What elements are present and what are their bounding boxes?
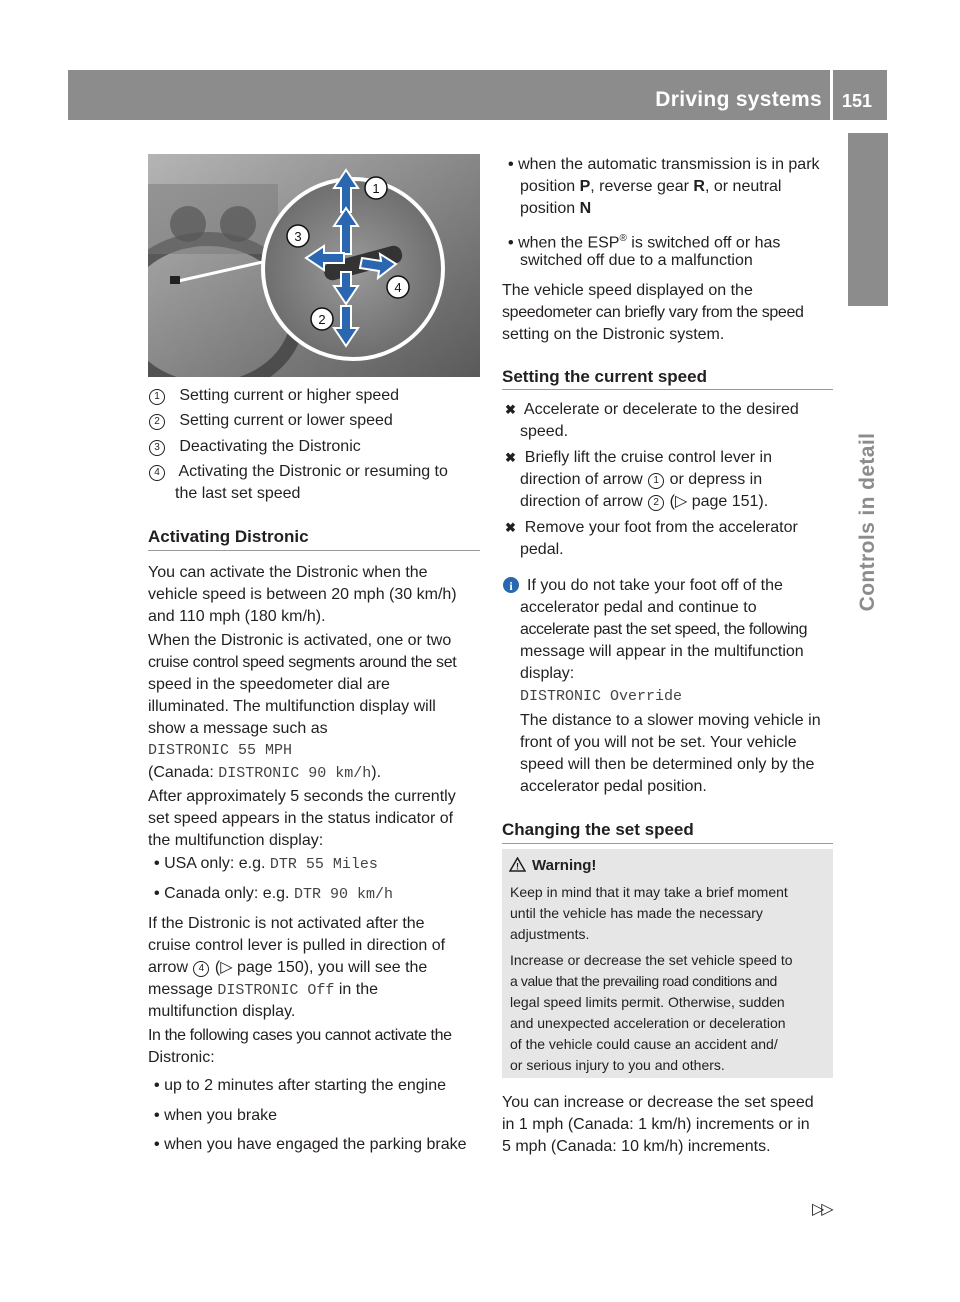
heading-rule [502, 389, 833, 390]
heading-rule [502, 843, 833, 844]
paragraph-line: You can increase or decrease the set speed [502, 1094, 814, 1111]
paragraph-line: In the following cases you cannot activate the [148, 1027, 452, 1044]
warning-line: of the vehicle could cause an accident and/ [510, 1036, 778, 1052]
info-line: accelerator pedal position. [520, 778, 707, 795]
bullet-item-cont: switched off due to a malfunction [520, 252, 753, 269]
heading-setting-current-speed: Setting the current speed [502, 367, 707, 386]
legend-item-1: 1 Setting current or higher speed [148, 385, 399, 406]
info-line: The distance to a slower moving vehicle in [520, 712, 821, 729]
step-item: ✖ Accelerate or decelerate to the desired [505, 401, 799, 418]
paragraph-line: The vehicle speed displayed on the [502, 282, 753, 299]
side-tab-label: Controls in detail [856, 432, 879, 612]
bullet-item: • when you have engaged the parking brake [154, 1136, 467, 1153]
info-line: accelerate past the set speed, the following [520, 621, 808, 638]
svg-text:i: i [509, 579, 513, 593]
info-line: speed will then be determined only by the [520, 756, 815, 773]
bullet-item: • when you brake [154, 1107, 278, 1124]
info-icon [503, 577, 519, 593]
section-title: Driving systems [655, 88, 822, 111]
paragraph-line: cruise control lever is pulled in direction of [148, 937, 446, 954]
warning-line: adjustments. [510, 926, 590, 942]
paragraph-line: 5 mph (Canada: 10 km/h) increments. [502, 1138, 771, 1155]
paragraph-line: speedometer can briefly vary from the speed [502, 304, 804, 321]
paragraph-line: multifunction display. [148, 1003, 296, 1020]
step-item: ✖ Remove your foot from the accelerator [505, 519, 798, 536]
paragraph-line: speed in the speedometer dial are [148, 676, 390, 693]
info-line: message will appear in the multifunction [520, 643, 804, 660]
step-item-cont: pedal. [520, 541, 564, 558]
warning-title: Warning! [532, 857, 597, 874]
svg-text:2: 2 [318, 312, 326, 327]
svg-text:3: 3 [294, 229, 302, 244]
heading-rule [148, 550, 480, 551]
legend-item-4-cont: the last set speed [175, 485, 301, 502]
heading-activating-distronic: Activating Distronic [148, 527, 309, 546]
display-message: DISTRONIC Override [520, 688, 683, 705]
paragraph-line: show a message such as [148, 720, 328, 737]
legend-item-3: 3 Deactivating the Distronic [148, 436, 361, 457]
paragraph-line: Distronic: [148, 1049, 215, 1066]
paragraph-line: and 110 mph (180 km/h). [148, 608, 326, 625]
svg-text:1: 1 [372, 181, 380, 196]
paragraph-line: If the Distronic is not activated after the [148, 915, 425, 932]
bullet-item: • up to 2 minutes after starting the engine [154, 1077, 447, 1094]
warning-line: and unexpected acceleration or deceleration [510, 1015, 786, 1031]
paragraph-line: cruise control speed segments around the set [148, 654, 457, 671]
continued-arrows-icon: ▷▷ [812, 1201, 831, 1218]
paragraph-line: arrow 4 (▷ page 150), you will see the [148, 959, 428, 976]
warning-line: a value that the prevailing road conditions and [510, 973, 777, 989]
paragraph-line: illuminated. The multifunction display will [148, 698, 436, 715]
info-line: If you do not take your foot off of the [527, 577, 783, 594]
step-item-cont: direction of arrow 2 (▷ page 151). [520, 493, 769, 510]
header-separator [830, 70, 833, 120]
svg-text:!: ! [516, 861, 519, 872]
bullet-item: • Canada only: e.g. DTR 90 km/h [154, 885, 393, 903]
paragraph-line: message DISTRONIC Off in the [148, 981, 378, 999]
warning-line: Increase or decrease the set vehicle speed to [510, 952, 793, 968]
paragraph-line: set speed appears in the status indicator of [148, 810, 454, 827]
step-item: ✖ Briefly lift the cruise control lever in [505, 449, 772, 466]
step-item-cont: speed. [520, 423, 569, 440]
legend-item-2: 2 Setting current or lower speed [148, 410, 393, 431]
info-line: display: [520, 665, 575, 682]
legend-item-4: 4 Activating the Distronic or resuming to [148, 461, 448, 482]
bullet-item-cont: position P, reverse gear R, or neutral [520, 178, 782, 195]
warning-line: or serious injury to you and others. [510, 1057, 725, 1073]
svg-text:4: 4 [394, 280, 402, 295]
info-line: front of you will not be set. Your vehicle [520, 734, 797, 751]
paragraph-line: the multifunction display: [148, 832, 324, 849]
warning-triangle-icon [509, 857, 526, 872]
side-tab-marker [848, 133, 888, 306]
cruise-control-lever-figure [148, 154, 480, 377]
heading-changing-set-speed: Changing the set speed [502, 820, 694, 839]
paragraph-line: When the Distronic is activated, one or two [148, 632, 452, 649]
warning-line: Keep in mind that it may take a brief moment [510, 884, 788, 900]
bullet-item: • when the automatic transmission is in park [508, 156, 820, 173]
paragraph-line: (Canada: DISTRONIC 90 km/h). [148, 764, 382, 782]
bullet-item: • when the ESP® is switched off or has [508, 233, 781, 252]
paragraph-line: setting on the Distronic system. [502, 326, 725, 343]
info-line: accelerator pedal and continue to [520, 599, 757, 616]
bullet-item-cont: position N [520, 200, 592, 217]
warning-line: legal speed limits permit. Otherwise, sudden [510, 994, 785, 1010]
step-item-cont: direction of arrow 1 or depress in [520, 471, 763, 488]
paragraph-line: You can activate the Distronic when the [148, 564, 428, 581]
page-number: 151 [842, 91, 873, 111]
display-message: DISTRONIC 55 MPH [148, 742, 293, 759]
paragraph-line: vehicle speed is between 20 mph (30 km/h) [148, 586, 457, 603]
paragraph-line: in 1 mph (Canada: 1 km/h) increments or in [502, 1116, 810, 1133]
warning-line: until the vehicle has made the necessary [510, 905, 763, 921]
paragraph-line: After approximately 5 seconds the currently [148, 788, 456, 805]
bullet-item: • USA only: e.g. DTR 55 Miles [154, 855, 378, 873]
